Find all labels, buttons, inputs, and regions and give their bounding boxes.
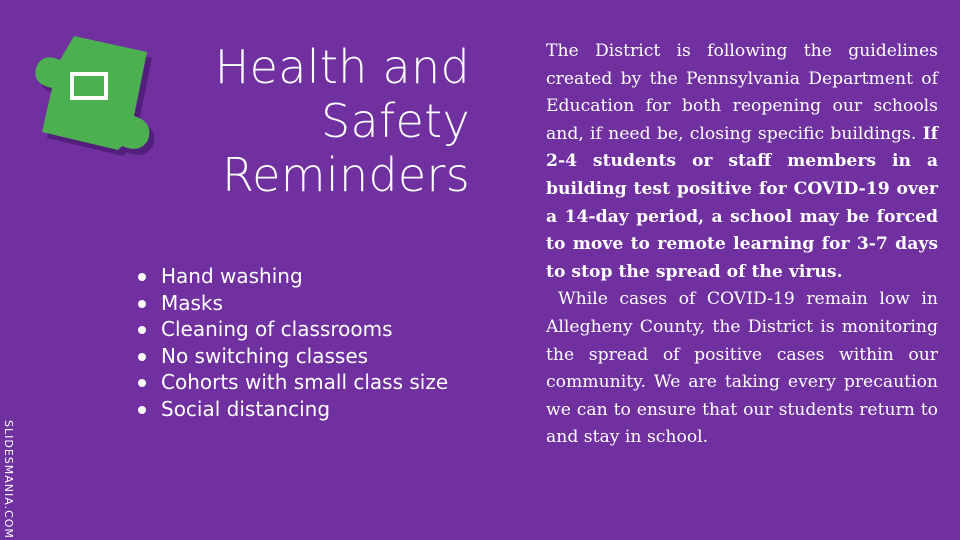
paragraph-1-intro: The District is following the guidelines created by the Pennsylvania Department of Education for both reopening our schools and, if need be, closing specific buildings. [546, 41, 938, 144]
title-line-2: Safety [321, 94, 470, 148]
paragraph-2: While cases of COVID-19 remain low in Allegheny County, the District is monitoring the spread of positive cases within our community. We are taking every precaution we can to ensure that our students return to and stay in school. [546, 289, 938, 448]
watermark: SLIDESMANIA.COM [2, 420, 15, 539]
list-item: Hand washing [135, 263, 448, 290]
paragraph-1 [546, 38, 938, 286]
list-item: No switching classes [135, 343, 448, 370]
list-item: Social distancing [135, 396, 448, 423]
reminder-list [135, 263, 448, 422]
body-text [546, 38, 938, 452]
paragraph-1-bold: If 2-4 students or staff members in a building test positive for COVID-19 over a 14-day period, a school may be forced to move to remote learning for 3-7 days to stop the spread of the virus. [546, 123, 938, 282]
puzzle-piece-icon [22, 28, 162, 158]
list-item: Masks [135, 290, 448, 317]
slide-title [170, 40, 470, 202]
title-line-3: Reminders [221, 148, 470, 202]
list-item: Cohorts with small class size [135, 369, 448, 396]
list-item: Cleaning of classrooms [135, 316, 448, 343]
title-line-1: Health and [214, 40, 470, 94]
